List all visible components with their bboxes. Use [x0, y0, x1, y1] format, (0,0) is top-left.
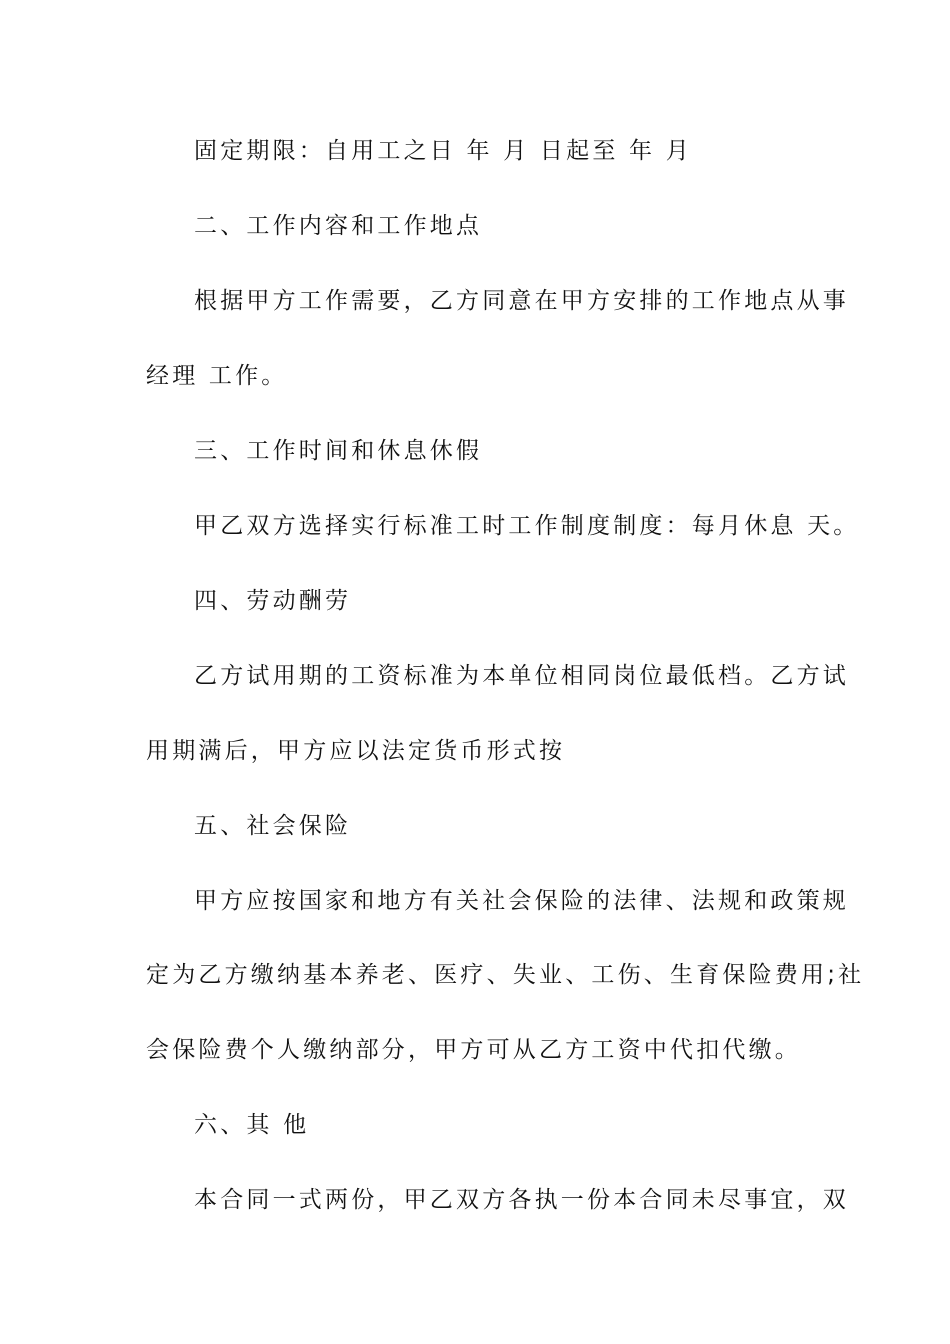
paragraph-line: 经理 工作。 — [146, 363, 288, 389]
paragraph-line: 本合同一式两份，甲乙双方各执一份本合同未尽事宜，双 — [194, 1187, 849, 1213]
paragraph-line: 乙方试用期的工资标准为本单位相同岗位最低档。乙方试 — [194, 663, 849, 689]
paragraph-line: 会保险费个人缴纳部分，甲方可从乙方工资中代扣代缴。 — [146, 1037, 801, 1063]
section-heading-social-insurance: 五、社会保险 — [194, 813, 352, 839]
section-heading-other: 六、其 他 — [194, 1112, 310, 1138]
paragraph-line: 用期满后，甲方应以法定货币形式按 — [146, 738, 566, 764]
paragraph-line: 定为乙方缴纳基本养老、医疗、失业、工伤、生育保险费用;社 — [146, 962, 865, 988]
fixed-term-line: 固定期限：自用工之日 年 月 日起至 年 月 — [194, 138, 692, 164]
section-heading-work-content: 二、工作内容和工作地点 — [194, 213, 483, 239]
paragraph-line: 甲乙双方选择实行标准工时工作制度制度：每月休息 天。 — [194, 513, 860, 539]
paragraph-line: 根据甲方工作需要，乙方同意在甲方安排的工作地点从事 — [194, 288, 849, 314]
section-heading-work-hours: 三、工作时间和休息休假 — [194, 438, 483, 464]
paragraph-line: 甲方应按国家和地方有关社会保险的法律、法规和政策规 — [194, 888, 849, 914]
section-heading-remuneration: 四、劳动酬劳 — [194, 588, 352, 614]
